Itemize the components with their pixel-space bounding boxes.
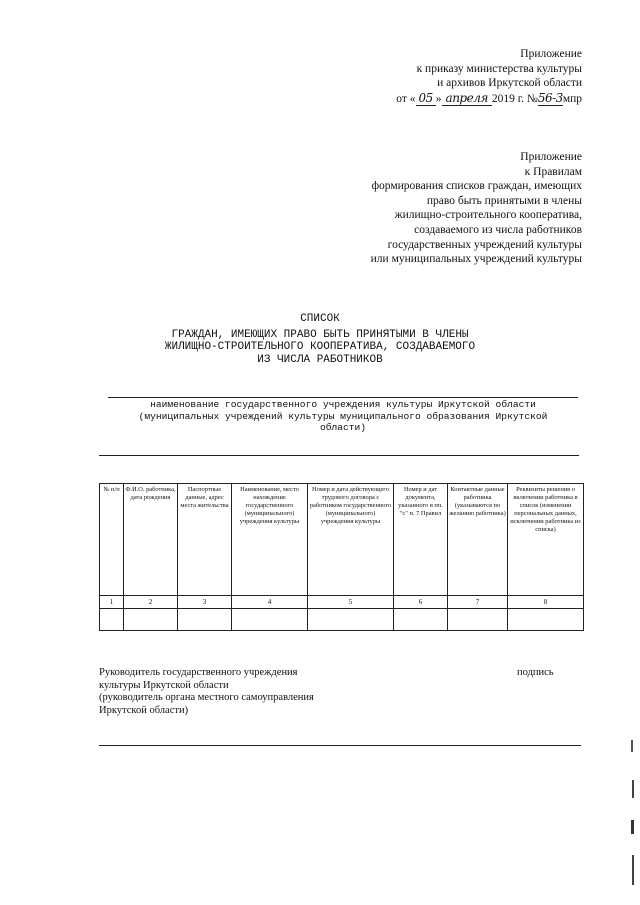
title-line: ГРАЖДАН, ИМЕЮЩИХ ПРАВО БЫТЬ ПРИНЯТЫМИ В ЧЛЕНЫ bbox=[171, 328, 469, 341]
caption-line: наименование государственного учреждения культуры Иркутской области bbox=[150, 399, 536, 410]
order-date-line bbox=[396, 91, 582, 107]
table-cell bbox=[124, 609, 178, 631]
handwritten-month: апреля bbox=[442, 91, 492, 106]
header-cell-decision: Реквизиты решения о включении работника в список (изменении персональных данных, исключении работника из списка) bbox=[508, 484, 584, 596]
caption-line: (муниципальных учреждений культуры муниципального образования Иркутской bbox=[138, 410, 548, 422]
rules-appendix-line: Приложение bbox=[520, 151, 582, 163]
bottom-line bbox=[99, 745, 581, 746]
handwritten-day: 05 bbox=[416, 91, 436, 106]
column-number: 3 bbox=[178, 596, 232, 609]
rules-appendix-line: или муниципальных учреждений культуры bbox=[370, 253, 582, 266]
table-cell bbox=[100, 609, 124, 631]
document-title bbox=[0, 313, 640, 366]
column-number: 6 bbox=[394, 596, 448, 609]
scan-edge-marks bbox=[628, 740, 638, 900]
rules-appendix-line: к Правилам bbox=[524, 165, 582, 178]
table-cell bbox=[508, 609, 584, 631]
title-line: ИЗ ЧИСЛА РАБОТНИКОВ bbox=[257, 353, 383, 366]
year-text: 2019 г. № bbox=[491, 92, 538, 105]
table-cell bbox=[448, 609, 508, 631]
header-cell-institution: Наименование, место нахождение государственного (муниципального) учреждения культуры bbox=[232, 484, 308, 596]
order-appendix-header bbox=[396, 47, 582, 106]
signature-line: Иркутской области) bbox=[99, 704, 189, 716]
institution-caption bbox=[108, 399, 578, 434]
header-cell-contacts: Контактные данные работника (указываются по желанию работника) bbox=[448, 484, 508, 596]
table-cell bbox=[394, 609, 448, 631]
workers-list-table bbox=[99, 483, 584, 631]
table-row bbox=[100, 609, 584, 631]
signature-line: (руководитель органа местного самоуправления bbox=[99, 692, 314, 703]
column-number: 2 bbox=[124, 596, 178, 609]
signature-label: подпись bbox=[517, 667, 554, 678]
signature-line: культуры Иркутской области bbox=[99, 679, 229, 691]
column-number: 4 bbox=[232, 596, 308, 609]
rules-appendix-line: право быть принятыми в члены bbox=[426, 194, 582, 207]
date-mid: » bbox=[435, 92, 442, 105]
header-cell-document: Номер и дат документа, указанного в пп. "с" п. 7 Правил bbox=[394, 484, 448, 596]
separator-line bbox=[99, 455, 579, 456]
handwritten-number: 56-3 bbox=[537, 90, 563, 105]
rules-appendix-line: создаваемого из числа работников bbox=[414, 223, 582, 236]
column-number: 5 bbox=[308, 596, 394, 609]
rules-appendix-header bbox=[371, 150, 582, 267]
column-number: 7 bbox=[448, 596, 508, 609]
column-number-row bbox=[100, 596, 584, 609]
header-cell-passport: Паспортные данные, адрес места жительства bbox=[178, 484, 232, 596]
institution-name-line bbox=[108, 397, 578, 398]
column-number: 8 bbox=[508, 596, 584, 609]
caption-line: области) bbox=[319, 422, 367, 433]
signature-block bbox=[99, 667, 314, 717]
column-number: 1 bbox=[100, 596, 124, 609]
date-prefix: от « bbox=[396, 92, 416, 105]
rules-appendix-line: государственных учреждений культуры bbox=[387, 238, 582, 251]
table-cell bbox=[232, 609, 308, 631]
number-suffix: мпр bbox=[562, 92, 582, 105]
rules-appendix-line: формирования списков граждан, имеющих bbox=[371, 180, 582, 193]
table-cell bbox=[308, 609, 394, 631]
header-cell-number: № п/п bbox=[100, 484, 124, 596]
order-appendix-line: Приложение bbox=[520, 48, 582, 60]
header-cell-contract: Номер и дата действующего трудового договора с работником государственного (муниципального) учреждения культуры bbox=[308, 484, 394, 596]
signature-line: Руководитель государственного учреждения bbox=[99, 667, 298, 678]
order-appendix-line: и архивов Иркутской области bbox=[437, 77, 582, 90]
table-header-row bbox=[100, 484, 584, 596]
rules-appendix-line: жилищно-строительного кооператива, bbox=[394, 209, 582, 222]
order-appendix-line: к приказу министерства культуры bbox=[416, 62, 582, 75]
title-line: ЖИЛИЩНО-СТРОИТЕЛЬНОГО КООПЕРАТИВА, СОЗДАВАЕМОГО bbox=[164, 341, 476, 353]
title-line: СПИСОК bbox=[300, 313, 340, 325]
header-cell-name: Ф.И.О. работника, дата рождения bbox=[124, 484, 178, 596]
table-cell bbox=[178, 609, 232, 631]
